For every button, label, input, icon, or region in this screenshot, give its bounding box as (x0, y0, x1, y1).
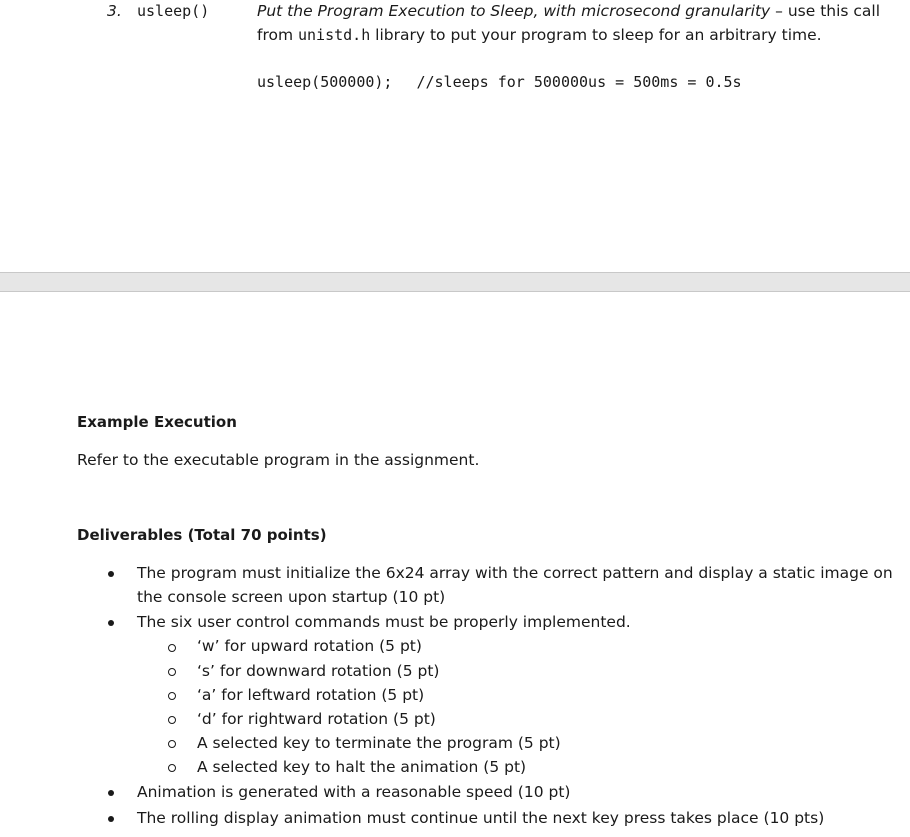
sub-bullet-circle (168, 740, 176, 748)
sub-item: ‘w’ for upward rotation (5 pt) (197, 637, 422, 655)
sub-bullet-circle (168, 716, 176, 724)
page-top (0, 0, 910, 272)
sub-bullet-circle (168, 764, 176, 772)
bullet-dot (108, 816, 114, 822)
bullet-4: The rolling display animation must continue until the next key press takes place (10 pts) (137, 809, 825, 827)
sub-bullet-circle (168, 668, 176, 676)
page-break (0, 272, 910, 292)
sub-item: ‘d’ for rightward rotation (5 pt) (197, 710, 436, 728)
bullet-dot (108, 571, 114, 577)
bullet-dot (108, 620, 114, 626)
sub-bullet-circle (168, 644, 176, 652)
function-name: usleep() (137, 2, 210, 20)
item-description-line2 (257, 26, 822, 44)
item-description-italic: Put the Program Execution to Sleep, with microsecond granularity (257, 2, 771, 20)
bullet-2: The six user control commands must be properly implemented. (137, 613, 631, 631)
desc-line2-post: library to put your program to sleep for an arbitrary time. (370, 26, 822, 44)
desc-line2-pre: from (257, 26, 298, 44)
bullet-dot (108, 790, 114, 796)
bullet-1-line2: the console screen upon startup (10 pt) (137, 588, 446, 606)
sub-item: A selected key to terminate the program (5 pt) (197, 734, 561, 752)
sub-bullet-circle (168, 692, 176, 700)
sub-item: ‘s’ for downward rotation (5 pt) (197, 662, 440, 680)
example-text: Refer to the executable program in the assignment. (77, 451, 480, 469)
bullet-1-line1: The program must initialize the 6x24 array with the correct pattern and display a static image on (137, 564, 893, 582)
bullet-3: Animation is generated with a reasonable speed (10 pt) (137, 783, 571, 801)
code-comment: //sleeps for 500000us = 500ms = 0.5s (416, 73, 742, 91)
deliverables-heading: Deliverables (Total 70 points) (77, 526, 327, 544)
sub-item: ‘a’ for leftward rotation (5 pt) (197, 686, 425, 704)
code-example (257, 73, 742, 91)
code-statement: usleep(500000); (257, 73, 393, 91)
header-file-name: unistd.h (298, 26, 371, 44)
item-number: 3. (107, 2, 122, 20)
sub-item: A selected key to halt the animation (5 pt) (197, 758, 527, 776)
item-description-line1 (257, 2, 880, 20)
example-heading: Example Execution (77, 413, 237, 431)
item-description-rest: – use this call (770, 2, 881, 20)
